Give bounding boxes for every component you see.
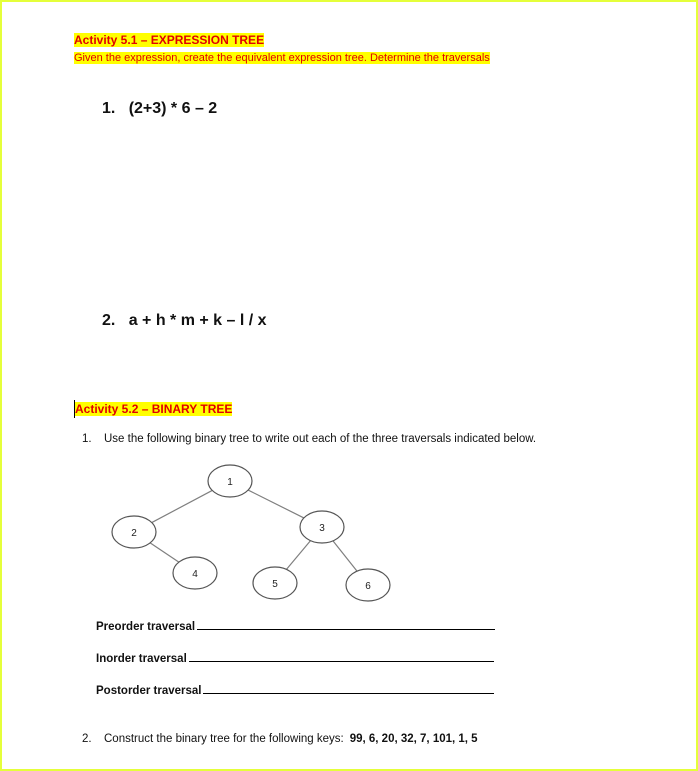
postorder-row	[96, 682, 494, 697]
tree-node-label: 1	[227, 477, 233, 488]
tree-node-6	[346, 569, 390, 601]
activity-5-1-description: Given the expression, create the equivalent expression tree. Determine the traversals	[74, 52, 490, 64]
tree-node-5	[253, 567, 297, 599]
tree-edge-n3-n5	[286, 541, 310, 570]
tree-edge-n2-n4	[150, 543, 179, 562]
tree-node-label: 3	[319, 523, 325, 534]
tree-node-label: 6	[365, 581, 371, 592]
postorder-answer-line[interactable]	[203, 682, 494, 694]
activity-5-2-title: Activity 5.2 – BINARY TREE	[75, 402, 233, 416]
instruction-text: Construct the binary tree for the following keys:	[104, 733, 344, 745]
preorder-label: Preorder traversal	[96, 621, 196, 633]
inorder-answer-line[interactable]	[189, 650, 494, 662]
item-number: 1.	[102, 100, 116, 117]
tree-edge-n1-n3	[248, 490, 304, 518]
tree-node-label: 2	[131, 528, 137, 539]
preorder-row	[96, 618, 495, 633]
preorder-answer-line[interactable]	[197, 618, 495, 630]
instruction-text: Use the following binary tree to write out each of the three traversals indicated below.	[104, 433, 537, 445]
keys-list: 99, 6, 20, 32, 7, 101, 1, 5	[349, 733, 478, 745]
tree-node-2	[112, 516, 156, 548]
instruction-2	[82, 733, 478, 745]
tree-node-1	[208, 465, 252, 497]
tree-edge-n3-n6	[333, 541, 357, 571]
instruction-number: 2.	[82, 733, 92, 745]
tree-edge-n1-n2	[152, 490, 212, 522]
tree-node-label: 5	[272, 579, 278, 590]
postorder-label: Postorder traversal	[96, 685, 202, 697]
tree-node-3	[300, 511, 344, 543]
inorder-label: Inorder traversal	[96, 653, 187, 665]
tree-node-4	[173, 557, 217, 589]
item-number: 2.	[102, 312, 116, 329]
instruction-number: 1.	[82, 433, 92, 445]
tree-node-label: 4	[192, 569, 198, 580]
inorder-row	[96, 650, 494, 665]
activity-5-1-title: Activity 5.1 – EXPRESSION TREE	[74, 33, 265, 47]
expression-text: (2+3) * 6 – 2	[128, 100, 218, 117]
tree-nodes	[112, 465, 390, 601]
expression-text: a + h * m + k – l / x	[128, 312, 267, 329]
